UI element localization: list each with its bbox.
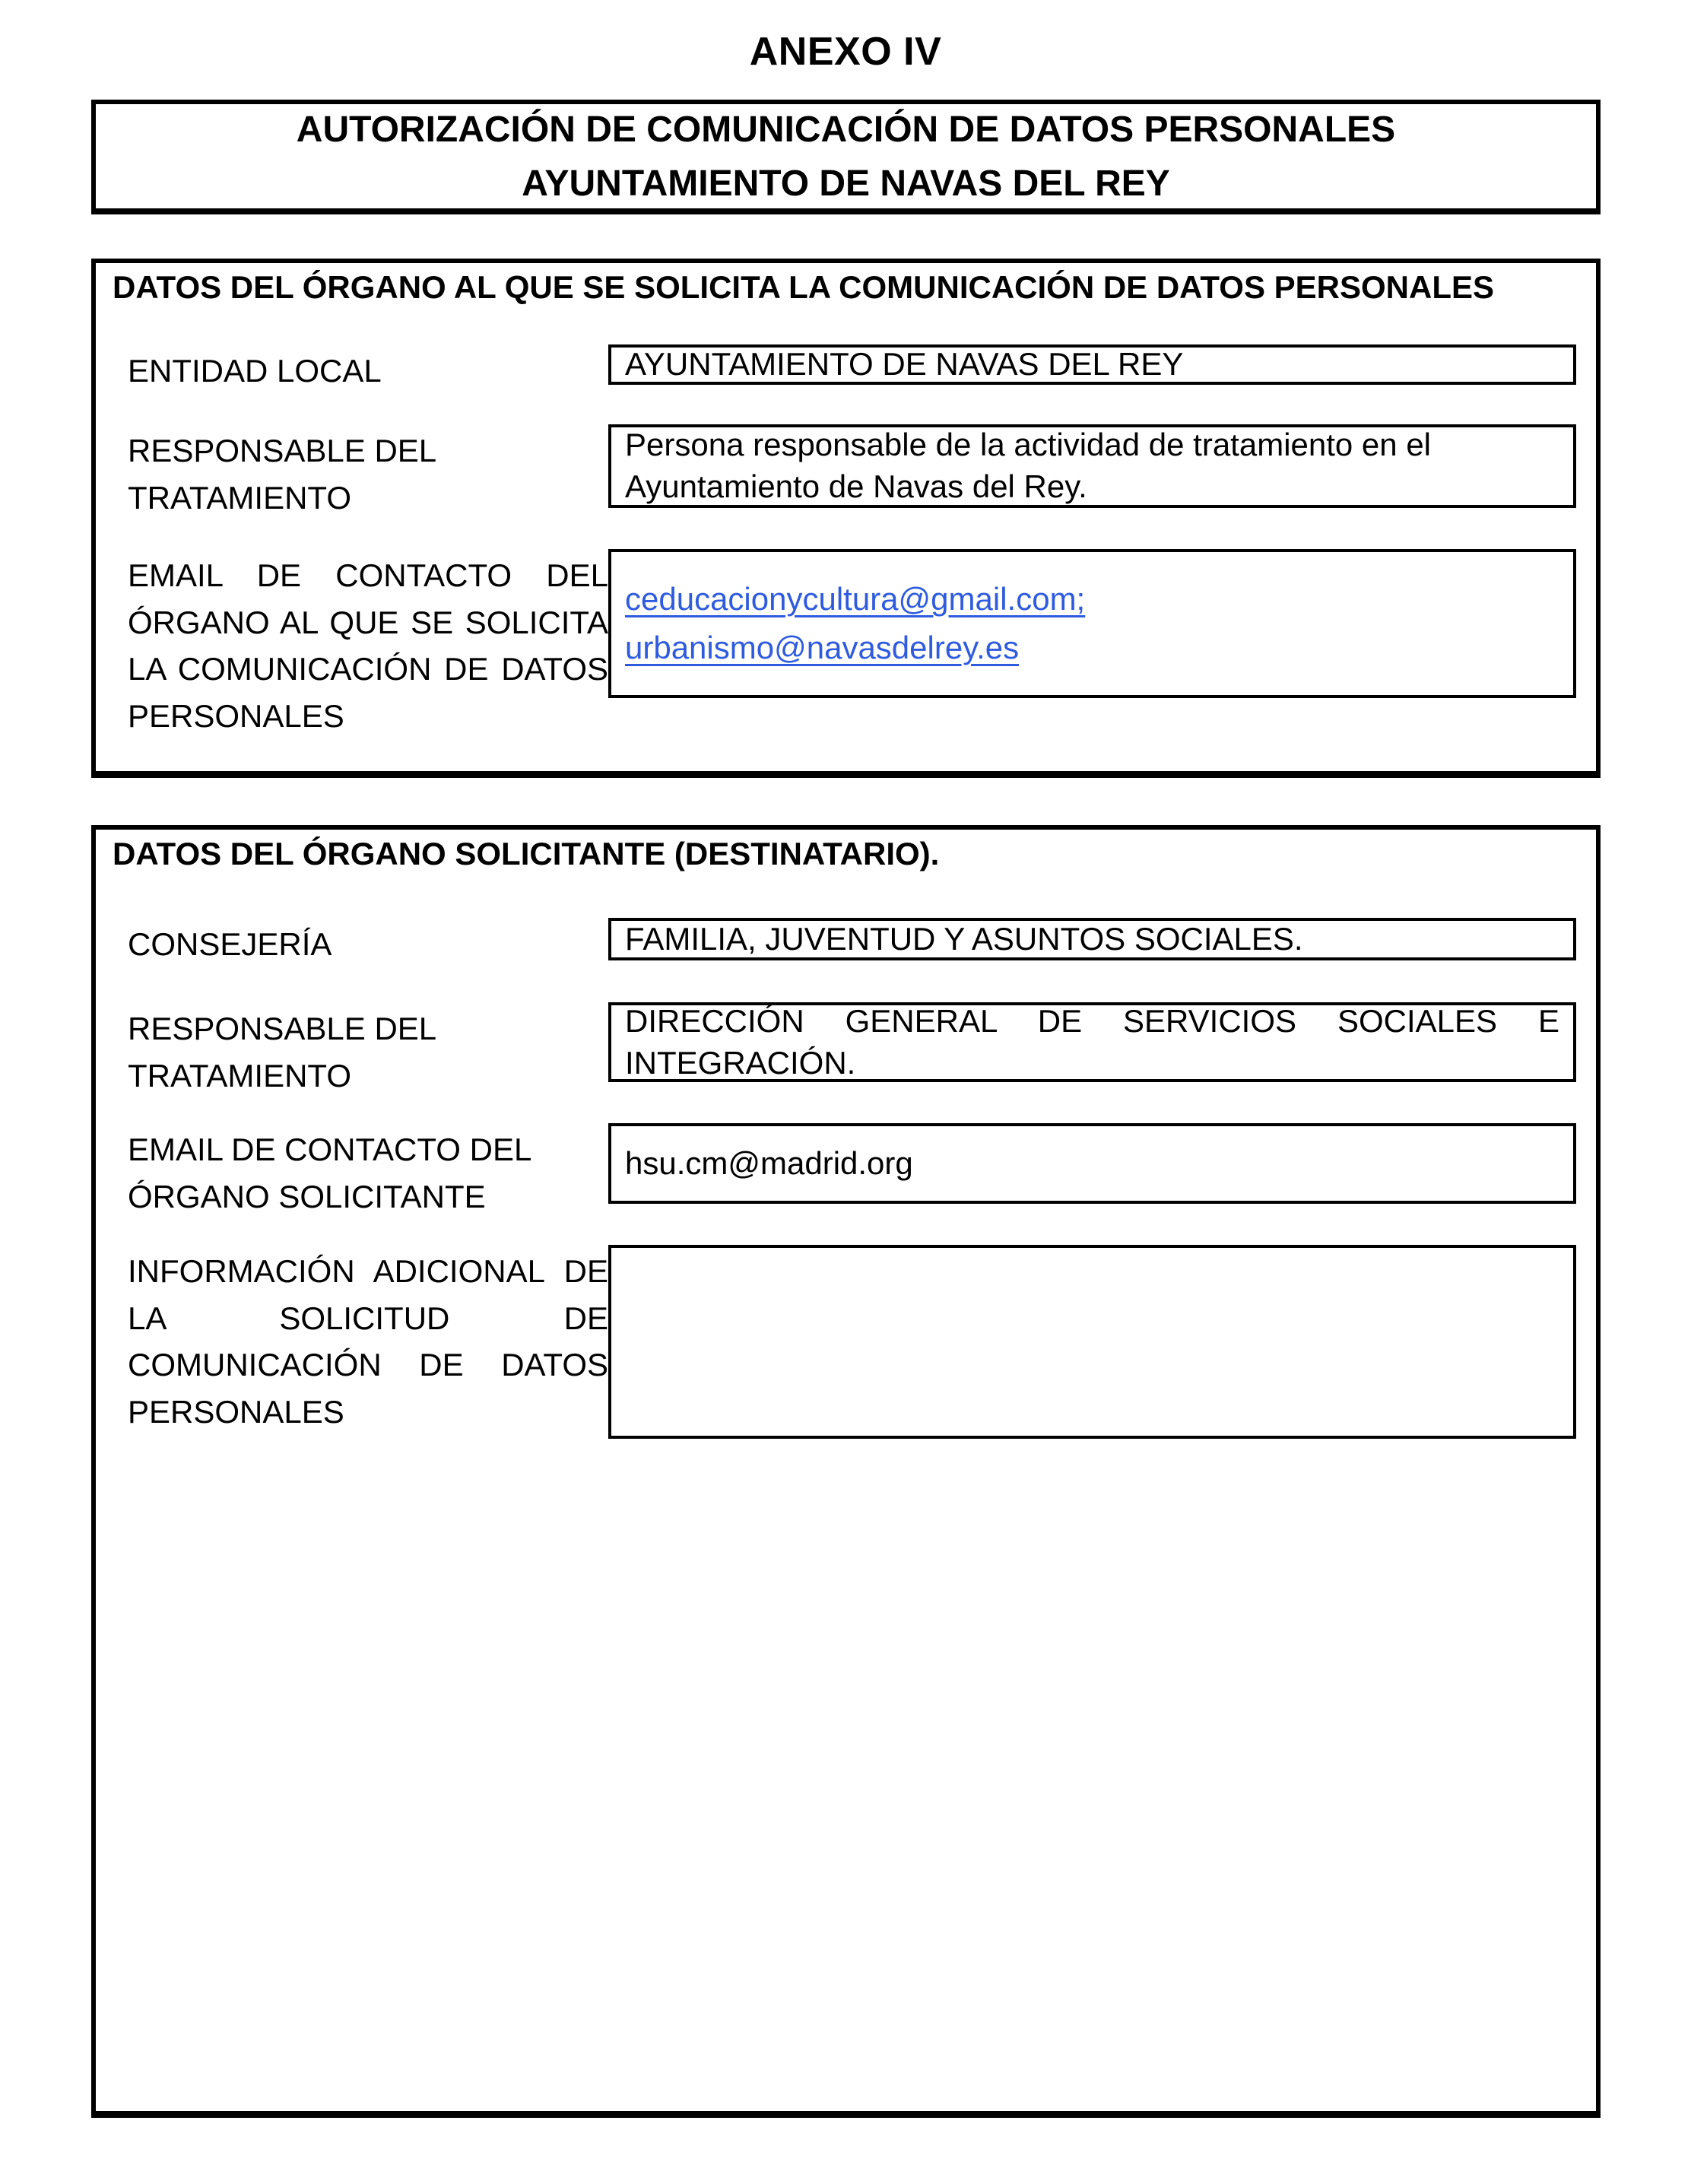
field-label-email-organo-solicitante: EMAIL DE CONTACTO DEL ÓRGANO SOLICITANTE (128, 1132, 531, 1214)
document-title-line2: AYUNTAMIENTO DE NAVAS DEL REY (522, 163, 1170, 204)
field-value-informacion-adicional (608, 1245, 1576, 1439)
field-row-entidad-local (128, 344, 1576, 395)
field-value-responsable-tratamiento (608, 424, 1576, 508)
field-label-informacion-adicional: INFORMACIÓN ADICIONAL DE LA SOLICITUD DE COMUNICACIÓN DE DATOS PERSONALES (128, 1253, 608, 1430)
field-value-text: DIRECCIÓN GENERAL DE SERVICIOS SOCIALES E INTEGRACIÓN. (625, 1002, 1559, 1081)
field-label-responsable-tratamiento-2: RESPONSABLE DEL TRATAMIENTO (128, 1011, 436, 1094)
field-row-informacion-adicional (128, 1245, 1576, 1439)
field-value-entidad-local (608, 344, 1576, 385)
field-value-text: AYUNTAMIENTO DE NAVAS DEL REY (625, 346, 1184, 383)
field-label-responsable-tratamiento: RESPONSABLE DEL TRATAMIENTO (128, 433, 436, 516)
field-value-text: FAMILIA, JUVENTUD Y ASUNTOS SOCIALES. (625, 920, 1303, 957)
field-value-consejeria (608, 918, 1576, 960)
field-row-email-organo-solicitado (128, 549, 1576, 740)
field-label-entidad-local: ENTIDAD LOCAL (128, 353, 382, 389)
email-link-urbanismo[interactable]: urbanismo@navasdelrey.es (625, 630, 1020, 665)
field-value-text: Persona responsable de la actividad de tratamiento en el Ayuntamiento de Navas del Rey. (625, 427, 1432, 504)
field-value-responsable-tratamiento-2 (608, 1002, 1576, 1082)
field-value-email-organo-solicitado (608, 549, 1576, 698)
email-link-ceducacionycultura[interactable]: ceducacionycultura@gmail.com; (625, 581, 1086, 617)
field-row-consejeria (128, 918, 1576, 968)
section-organo-solicitante (91, 825, 1601, 2118)
document-title-line1: AUTORIZACIÓN DE COMUNICACIÓN DE DATOS PERSONALES (296, 109, 1396, 150)
field-value-text: hsu.cm@madrid.org (625, 1144, 913, 1181)
field-label-consejeria: CONSEJERÍA (128, 926, 332, 962)
field-label-email-organo-solicitado: EMAIL DE CONTACTO DEL ÓRGANO AL QUE SE SOLICITA LA COMUNICACIÓN DE DATOS PERSONALES (128, 557, 608, 735)
field-row-responsable-tratamiento (128, 424, 1576, 521)
section2-heading: DATOS DEL ÓRGANO SOLICITANTE (DESTINATARIO). (113, 836, 940, 871)
annex-title: ANEXO IV (749, 30, 942, 74)
field-row-email-organo-solicitante (128, 1123, 1576, 1220)
document-title-box (91, 100, 1601, 214)
section-organo-solicitado (91, 259, 1601, 778)
field-value-email-organo-solicitante (608, 1123, 1576, 1204)
section1-heading: DATOS DEL ÓRGANO AL QUE SE SOLICITA LA COMUNICACIÓN DE DATOS PERSONALES (113, 269, 1495, 305)
field-row-responsable-tratamiento-2 (128, 1002, 1576, 1099)
